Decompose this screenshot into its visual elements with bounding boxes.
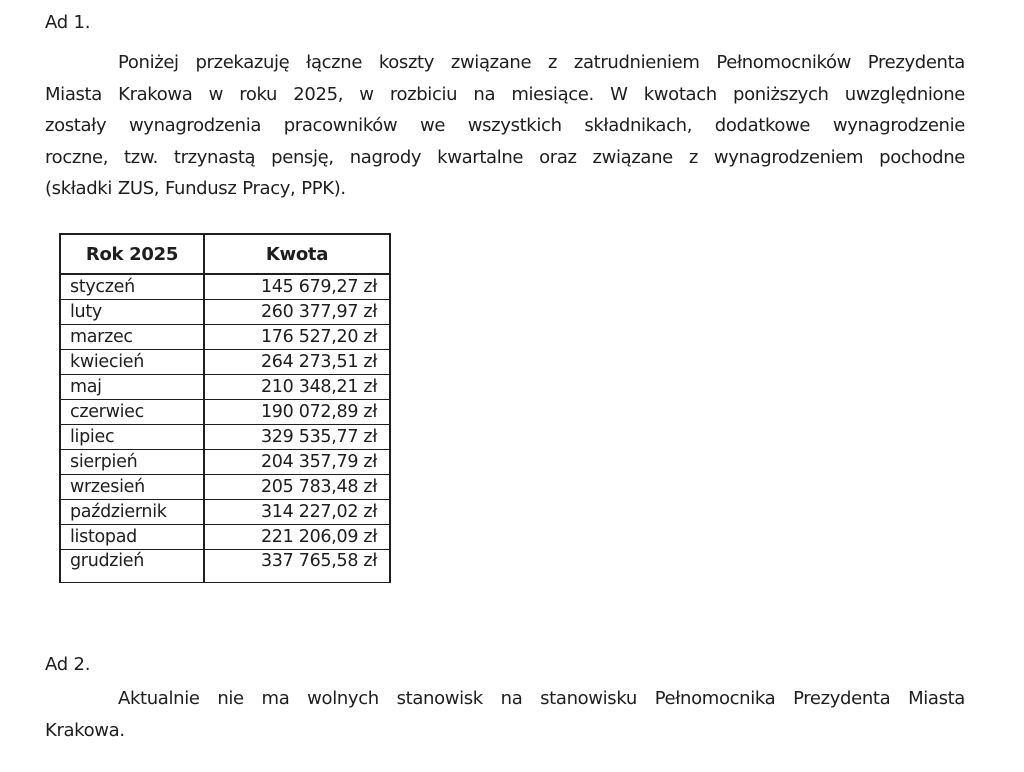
amount-cell: 190 072,89 zł xyxy=(204,400,390,425)
table-row xyxy=(60,475,390,500)
table-row xyxy=(60,400,390,425)
column-header-year: Rok 2025 xyxy=(60,234,204,274)
paragraph-line: (składki ZUS, Fundusz Pracy, PPK). xyxy=(45,178,346,199)
amount-cell: 176 527,20 zł xyxy=(204,325,390,350)
amount-cell: 210 348,21 zł xyxy=(204,375,390,400)
paragraph-line: Krakowa. xyxy=(45,719,125,741)
table-row xyxy=(60,274,390,300)
amount-cell: 260 377,97 zł xyxy=(204,300,390,325)
table-row xyxy=(60,425,390,450)
section-2-heading: Ad 2. xyxy=(45,654,91,675)
monthly-costs-table xyxy=(59,233,391,583)
paragraph-line: zostały wynagrodzenia pracowników we wszystkich składnikach, dodatkowe wynagrodzenie xyxy=(45,115,965,136)
table-row xyxy=(60,375,390,400)
amount-cell: 329 535,77 zł xyxy=(204,425,390,450)
amount-cell: 204 357,79 zł xyxy=(204,450,390,475)
amount-cell: 264 273,51 zł xyxy=(204,350,390,375)
month-cell: sierpień xyxy=(60,450,204,475)
month-cell: listopad xyxy=(60,525,204,550)
amount-cell: 221 206,09 zł xyxy=(204,525,390,550)
month-cell: luty xyxy=(60,300,204,325)
month-cell: grudzień xyxy=(60,550,204,583)
amount-cell: 145 679,27 zł xyxy=(204,274,390,300)
month-cell: styczeń xyxy=(60,274,204,300)
paragraph-line: Miasta Krakowa w roku 2025, w rozbiciu na miesiące. W kwotach poniższych uwzględnione xyxy=(45,83,965,105)
table-row xyxy=(60,350,390,375)
month-cell: kwiecień xyxy=(60,350,204,375)
paragraph-line: Poniżej przekazuję łączne koszty związane z zatrudnieniem Pełnomocników Prezydenta xyxy=(118,52,965,73)
month-cell: wrzesień xyxy=(60,475,204,500)
amount-cell: 337 765,58 zł xyxy=(204,550,390,583)
table-row xyxy=(60,550,390,583)
section-2-paragraph xyxy=(45,683,965,746)
amount-cell: 205 783,48 zł xyxy=(204,475,390,500)
paragraph-line: Aktualnie nie ma wolnych stanowisk na stanowisku Pełnomocnika Prezydenta Miasta xyxy=(118,688,965,709)
section-1-heading: Ad 1. xyxy=(45,12,91,33)
month-cell: lipiec xyxy=(60,425,204,450)
month-cell: marzec xyxy=(60,325,204,350)
month-cell: październik xyxy=(60,500,204,525)
table-row xyxy=(60,500,390,525)
table-row xyxy=(60,325,390,350)
table-header-row xyxy=(60,234,390,274)
section-1-paragraph xyxy=(45,47,965,205)
column-header-amount: Kwota xyxy=(204,234,390,274)
table-row xyxy=(60,300,390,325)
table-row xyxy=(60,525,390,550)
table-row xyxy=(60,450,390,475)
paragraph-line: roczne, tzw. trzynastą pensję, nagrody kwartalne oraz związane z wynagrodzeniem pochodne xyxy=(45,146,965,168)
month-cell: czerwiec xyxy=(60,400,204,425)
month-cell: maj xyxy=(60,375,204,400)
amount-cell: 314 227,02 zł xyxy=(204,500,390,525)
